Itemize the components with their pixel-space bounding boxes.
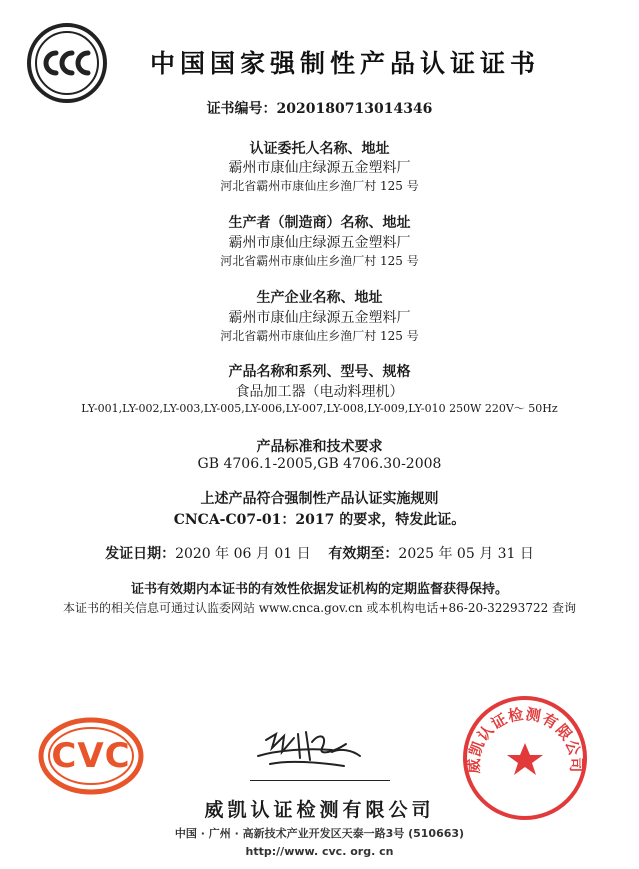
issue-date-label: 发证日期： bbox=[105, 546, 176, 562]
expiry-date-label: 有效期至： bbox=[328, 546, 399, 562]
product-heading: 产品名称和系列、型号、规格 bbox=[228, 364, 411, 380]
applicant-address: 河北省霸州市康仙庄乡渔厂村 125 号 bbox=[220, 179, 419, 193]
applicant-name: 霸州市康仙庄绿源五金塑料厂 bbox=[228, 160, 411, 176]
standards-heading: 产品标准和技术要求 bbox=[256, 439, 383, 455]
issuer-url[interactable]: http://www. cvc. org. cn bbox=[245, 845, 394, 858]
manufacturer-address: 河北省霸州市康仙庄乡渔厂村 125 号 bbox=[220, 254, 419, 268]
issue-date-value: 2020 年 06 月 01 日 bbox=[175, 546, 311, 562]
ccc-logo-icon bbox=[26, 22, 108, 104]
product-models: LY-001,LY-002,LY-003,LY-005,LY-006,LY-007,LY-008,LY-009,LY-010 250W 220V～ 50Hz bbox=[81, 402, 558, 415]
signature-line bbox=[250, 780, 390, 781]
factory-address: 河北省霸州市康仙庄乡渔厂村 125 号 bbox=[220, 329, 419, 343]
validity-dates bbox=[0, 543, 639, 563]
certificate-title: 中国国家强制性产品认证证书 bbox=[150, 49, 541, 78]
certificate-number: 证书编号：2020180713014346 bbox=[206, 101, 433, 117]
cvc-logo-text: CVC bbox=[51, 736, 131, 776]
inquiry-note: 本证书的相关信息可通过认监委网站 www.cnca.gov.cn 或本机构电话+86-20-32293722 查询 bbox=[62, 601, 577, 615]
svg-text:威凯认证检测有限公司: 威凯认证检测有限公司 bbox=[464, 704, 586, 774]
manufacturer-heading: 生产者（制造商）名称、地址 bbox=[228, 215, 411, 231]
product-name: 食品加工器（电动料理机） bbox=[235, 384, 404, 400]
factory-heading: 生产企业名称、地址 bbox=[256, 290, 383, 306]
conformity-line-1: 上述产品符合强制性产品认证实施规则 bbox=[200, 491, 439, 507]
cvc-logo-icon bbox=[36, 712, 146, 800]
signature-icon bbox=[248, 722, 368, 778]
issuer-address: 中国 · 广州 · 高新技术产业开发区天泰一路3号 (510663) bbox=[174, 827, 465, 840]
expiry-date-value: 2025 年 05 月 31 日 bbox=[398, 546, 534, 562]
issuer-company-name: 威凯认证检测有限公司 bbox=[204, 799, 435, 821]
factory-name: 霸州市康仙庄绿源五金塑料厂 bbox=[228, 310, 411, 326]
applicant-heading: 认证委托人名称、地址 bbox=[249, 141, 390, 157]
conformity-line-2: CNCA-C07-01：2017 的要求，特发此证。 bbox=[173, 512, 466, 528]
manufacturer-name: 霸州市康仙庄绿源五金塑料厂 bbox=[228, 235, 411, 251]
standards-value: GB 4706.1-2005,GB 4706.30-2008 bbox=[197, 456, 442, 472]
validity-note: 证书有效期内本证书的有效性依据发证机构的定期监督获得保持。 bbox=[130, 582, 508, 597]
